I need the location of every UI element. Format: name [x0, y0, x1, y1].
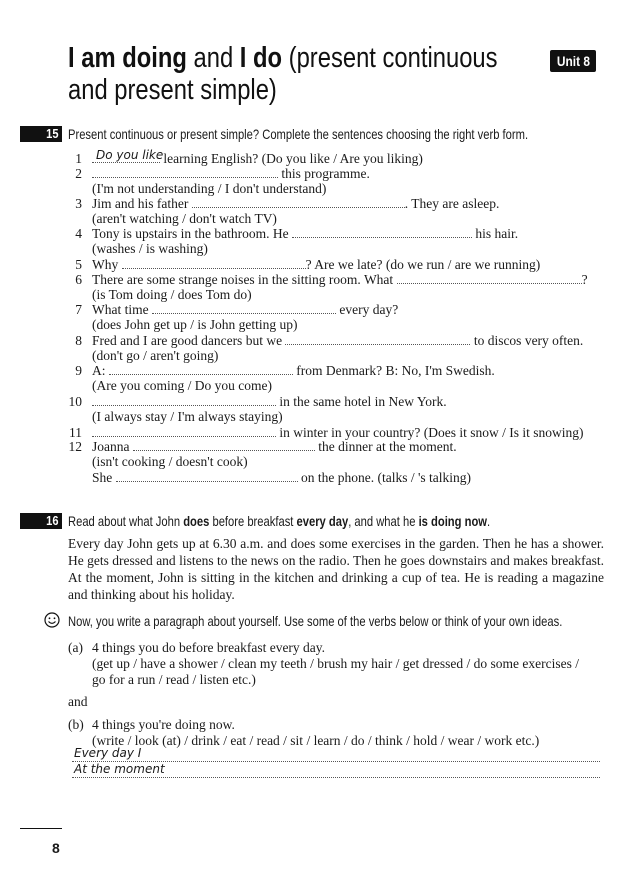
task-b-label: (b)	[68, 717, 84, 732]
exercise-16-instruction: Read about what John does before breakfast every day, and what he is doing now.	[68, 513, 491, 529]
smiley-icon	[44, 612, 60, 628]
line-text: (I always stay / I'm always staying)	[92, 409, 283, 424]
answer-blank[interactable]	[109, 364, 293, 375]
line-text-after: the dinner at the moment.	[314, 439, 457, 454]
answer-blank[interactable]	[92, 167, 278, 178]
unit-badge: Unit 8	[550, 50, 596, 72]
line-number: 4	[75, 226, 82, 241]
task-a-verbs: (get up / have a shower / clean my teeth / brush my hair / get dressed / do some exercises /	[92, 656, 579, 671]
line-number: 7	[75, 302, 82, 317]
answer-blank[interactable]	[92, 426, 276, 437]
handwritten-every-day: Every day I	[74, 746, 142, 760]
line-number: 6	[75, 272, 82, 287]
answer-blank[interactable]	[285, 334, 470, 345]
line-number: 12	[68, 439, 82, 454]
line-number: 8	[75, 333, 82, 348]
answer-blank[interactable]	[152, 303, 336, 314]
answer-blank[interactable]	[192, 197, 405, 208]
line-text: A:	[92, 363, 109, 378]
line-text: She	[92, 470, 116, 485]
line-text-after: on the phone. (talks / 's talking)	[297, 470, 472, 485]
line-text: (aren't watching / don't watch TV)	[92, 211, 277, 226]
line-text-after: learning English? (Do you like / Are you liking)	[160, 151, 423, 166]
page-number: 8	[52, 840, 60, 856]
page-title: I am doing and I do (present continuous and present simple)	[68, 42, 498, 106]
answer-blank[interactable]	[116, 471, 298, 482]
handwritten-answer: Do you like	[96, 148, 164, 162]
line-number: 1	[75, 151, 82, 166]
line-text-after: this programme.	[278, 166, 370, 181]
answer-blank[interactable]	[397, 273, 582, 284]
answer-blank[interactable]	[92, 395, 276, 406]
line-text: What time	[92, 302, 152, 317]
line-text: (Are you coming / Do you come)	[92, 378, 272, 393]
handwritten-at-the-moment: At the moment	[74, 762, 165, 776]
exercise-16-number: 16	[20, 513, 62, 529]
answer-blank[interactable]	[133, 440, 315, 451]
line-text-after: from Denmark? B: No, I'm Swedish.	[292, 363, 495, 378]
task-b-line1: 4 things you're doing now.	[92, 717, 235, 732]
answer-line-2[interactable]	[72, 777, 600, 778]
line-text-after: in winter in your country? (Does it snow / Is it snowing)	[276, 425, 584, 440]
exercise-15-instruction: Present continuous or present simple? Complete the sentences choosing the right verb form.	[68, 126, 529, 142]
line-text: (isn't cooking / doesn't cook)	[92, 454, 248, 469]
line-text: Jim and his father	[92, 196, 192, 211]
line-number: 10	[68, 394, 82, 409]
line-text-after: to discos very often.	[470, 333, 584, 348]
line-number: 5	[75, 257, 82, 272]
line-text-after: ?	[581, 272, 588, 287]
writing-task-instruction: Now, you write a paragraph about yourself. Use some of the verbs below or think of your own ideas.	[68, 613, 563, 629]
task-a-label: (a)	[68, 640, 83, 655]
answer-blank[interactable]	[122, 258, 306, 269]
task-b-verbs: (write / look (at) / drink / eat / read / sit / learn / do / think / hold / wear / work etc.)	[92, 733, 540, 748]
line-text-after: . They are asleep.	[404, 196, 500, 211]
line-text: (is Tom doing / does Tom do)	[92, 287, 252, 302]
line-text: There are some strange noises in the sitting room. What	[92, 272, 397, 287]
line-number: 3	[75, 196, 82, 211]
answer-blank[interactable]	[292, 227, 472, 238]
and-text: and	[68, 694, 88, 709]
line-text: Tony is upstairs in the bathroom. He	[92, 226, 293, 241]
line-text-after: his hair.	[472, 226, 519, 241]
line-text-after: in the same hotel in New York.	[276, 394, 447, 409]
line-text: (does John get up / is John getting up)	[92, 317, 298, 332]
answer-blank[interactable]	[92, 148, 164, 163]
line-text: (don't go / aren't going)	[92, 348, 219, 363]
line-number: 11	[69, 425, 82, 440]
task-a-line1: 4 things you do before breakfast every day.	[92, 640, 326, 655]
line-text-after: ? Are we late? (do we run / are we running)	[305, 257, 541, 272]
line-text-after: every day?	[335, 302, 399, 317]
john-paragraph: Every day John gets up at 6.30 a.m. and does some exercises in the garden. Then he has a shower. He gets dressed and listens to the news on the radio. Then he goes downstairs and makes breakfast. At the moment, John is sitting in the kitchen and drinking a cup of tea. He is reading a magazine and thinking about his holiday.	[68, 536, 604, 602]
line-text: (I'm not understanding / I don't understand)	[92, 181, 327, 196]
line-number: 9	[75, 363, 82, 378]
exercise-15-number: 15	[20, 126, 62, 142]
line-number: 2	[75, 166, 82, 181]
task-a-verbs-cont: go for a run / read / listen etc.)	[92, 672, 256, 687]
line-text: Fred and I are good dancers but we	[92, 333, 286, 348]
line-text: Why	[92, 257, 122, 272]
line-text: Joanna	[92, 439, 133, 454]
footer-rule	[20, 828, 62, 829]
line-text: (washes / is washing)	[92, 241, 208, 256]
